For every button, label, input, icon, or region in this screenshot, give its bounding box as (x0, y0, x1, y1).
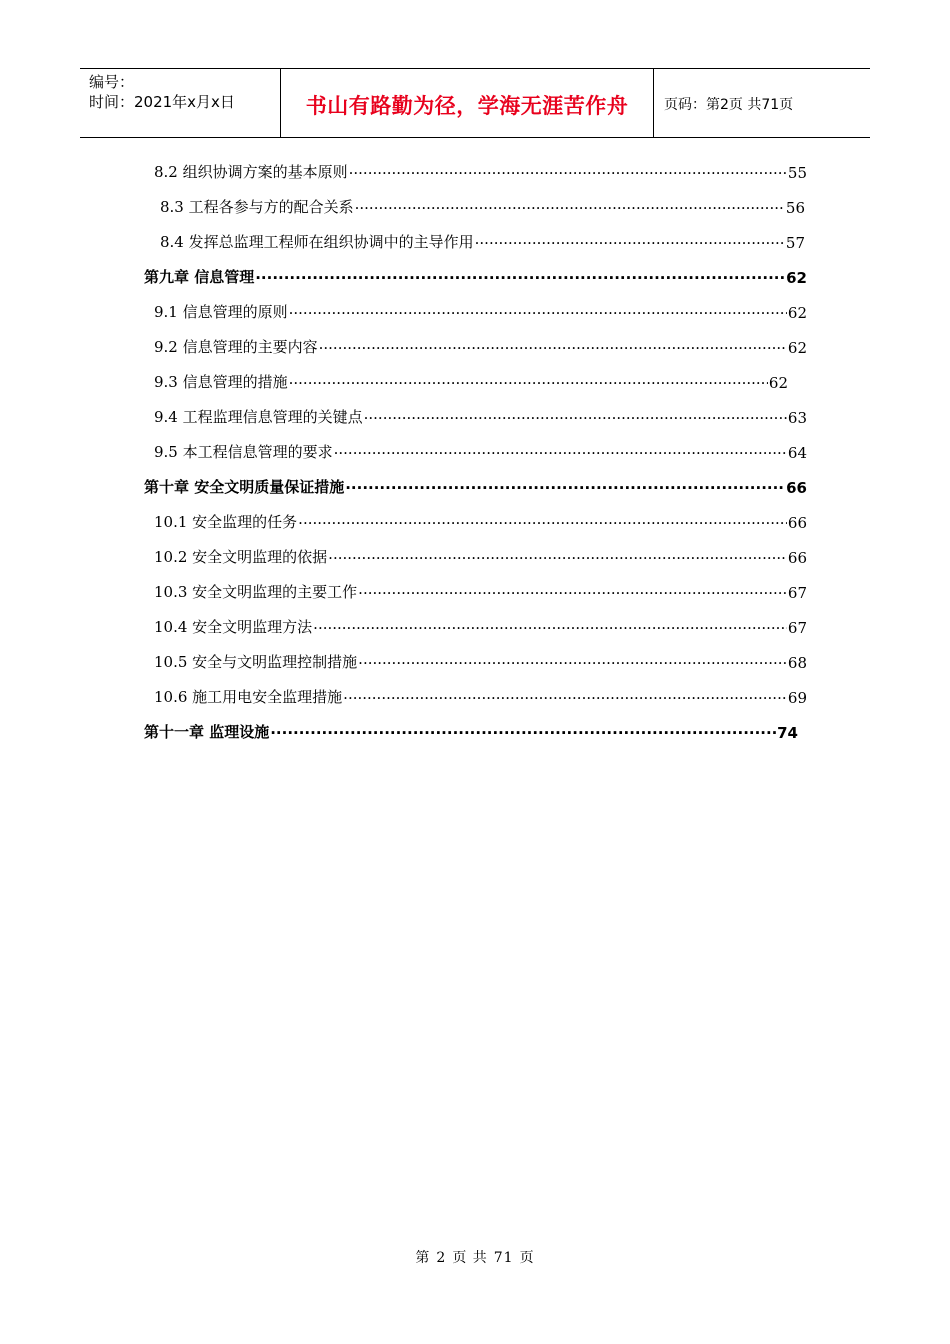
page-footer (0, 1247, 950, 1267)
footer-prefix: 第 (415, 1250, 431, 1266)
toc-entry-page: 62 (787, 339, 807, 357)
toc-entry-title: 第九章 信息管理 (144, 268, 255, 286)
toc-entry-title: 8.2 组织协调方案的基本原则 (154, 163, 348, 181)
toc-entry-title: 第十一章 监理设施 (144, 723, 270, 741)
toc-entry-page: 67 (787, 584, 807, 602)
toc-entry[interactable] (154, 506, 807, 532)
header-meta-cell (80, 69, 281, 137)
toc-entry-page: 74 (777, 724, 798, 742)
document-code-label: 编号： (89, 73, 135, 91)
toc-dot-leader (289, 304, 787, 322)
toc-dot-leader (364, 409, 787, 427)
footer-page-number: 2 (436, 1250, 447, 1266)
toc-dot-leader (358, 584, 787, 602)
toc-entry-page: 62 (786, 269, 807, 287)
toc-entry-title: 9.2 信息管理的主要内容 (154, 338, 318, 356)
toc-chapter-entry[interactable] (144, 716, 798, 742)
toc-entry-title: 10.4 安全文明监理方法 (154, 618, 313, 636)
toc-entry[interactable] (154, 436, 807, 462)
toc-dot-leader (255, 269, 785, 287)
toc-entry[interactable] (160, 226, 805, 252)
toc-dot-leader (313, 619, 787, 637)
toc-entry-page: 66 (787, 549, 807, 567)
toc-dot-leader (355, 199, 785, 217)
toc-dot-leader (298, 514, 787, 532)
toc-entry[interactable] (154, 401, 807, 427)
toc-entry-page: 55 (787, 164, 807, 182)
header-slogan: 书山有路勤为径，学海无涯苦作舟 (305, 94, 629, 118)
toc-chapter-entry[interactable] (144, 471, 807, 497)
toc-entry-page: 62 (768, 374, 788, 392)
page-header (80, 68, 870, 138)
toc-entry[interactable] (160, 191, 805, 217)
header-page-info: 页码：第2页 共71页 (664, 97, 794, 113)
toc-entry-page: 66 (786, 479, 807, 497)
toc-entry-title: 10.2 安全文明监理的依据 (154, 548, 328, 566)
toc-entry-page: 57 (785, 234, 805, 252)
toc-entry[interactable] (154, 646, 807, 672)
toc-entry[interactable] (154, 366, 788, 392)
toc-dot-leader (289, 374, 768, 392)
toc-dot-leader (349, 164, 787, 182)
toc-entry[interactable] (154, 541, 807, 567)
toc-dot-leader (475, 234, 785, 252)
toc-dot-leader (358, 654, 787, 672)
footer-total-pages: 71 (493, 1250, 514, 1266)
toc-chapter-entry[interactable] (144, 261, 807, 287)
toc-entry-page: 64 (787, 444, 807, 462)
toc-entry-title: 9.3 信息管理的措施 (154, 373, 288, 391)
footer-suffix: 页 (519, 1250, 535, 1266)
toc-entry-title: 9.4 工程监理信息管理的关键点 (154, 408, 363, 426)
toc-dot-leader (345, 479, 785, 497)
toc-entry-title: 8.3 工程各参与方的配合关系 (160, 198, 354, 216)
toc-entry[interactable] (154, 681, 807, 707)
toc-entry[interactable] (154, 611, 807, 637)
toc-dot-leader (343, 689, 787, 707)
toc-entry-page: 63 (787, 409, 807, 427)
toc-entry[interactable] (154, 296, 807, 322)
toc-entry[interactable] (154, 331, 807, 357)
toc-entry[interactable] (154, 156, 807, 182)
toc-entry[interactable] (154, 576, 807, 602)
toc-dot-leader (328, 549, 787, 567)
toc-entry-title: 9.1 信息管理的原则 (154, 303, 288, 321)
toc-dot-leader (319, 339, 787, 357)
toc-dot-leader (270, 724, 776, 742)
header-slogan-cell (281, 69, 654, 137)
toc-entry-page: 62 (787, 304, 807, 322)
toc-entry-title: 10.3 安全文明监理的主要工作 (154, 583, 358, 601)
toc-entry-page: 68 (787, 654, 807, 672)
toc-entry-page: 69 (787, 689, 807, 707)
toc-entry-page: 56 (785, 199, 805, 217)
footer-middle: 页 共 (452, 1250, 488, 1266)
toc-entry-title: 8.4 发挥总监理工程师在组织协调中的主导作用 (160, 233, 474, 251)
toc-entry-title: 10.5 安全与文明监理控制措施 (154, 653, 358, 671)
toc-entry-page: 67 (787, 619, 807, 637)
toc-entry-title: 9.5 本工程信息管理的要求 (154, 443, 333, 461)
toc-entry-page: 66 (787, 514, 807, 532)
toc-dot-leader (334, 444, 787, 462)
header-page-cell (654, 69, 870, 137)
toc-entry-title: 第十章 安全文明质量保证措施 (144, 478, 345, 496)
toc-entry-title: 10.6 施工用电安全监理措施 (154, 688, 343, 706)
toc-entry-title: 10.1 安全监理的任务 (154, 513, 298, 531)
document-time-label: 时间：2021年x月x日 (89, 93, 235, 111)
